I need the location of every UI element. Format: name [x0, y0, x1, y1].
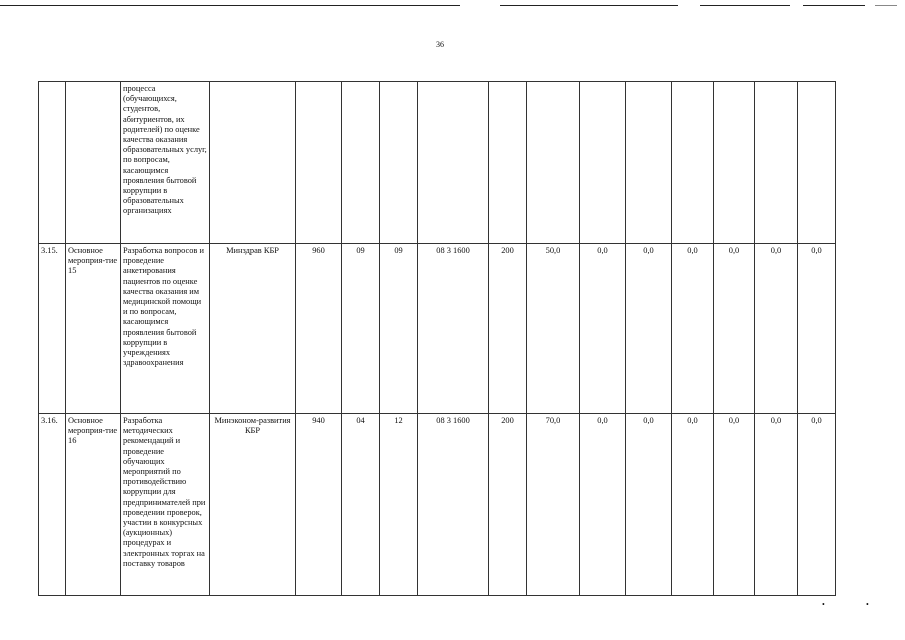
- cell-value-3: 0,0: [626, 244, 672, 414]
- cell-pr: 12: [380, 414, 418, 596]
- cell-csr: 08 3 1600: [418, 244, 489, 414]
- cell-executor: Минздрав КБР: [210, 244, 296, 414]
- cell-text: Разработка методических рекомендаций и проведение обучающих мероприятий по противодействию коррупции для предпринимателей при проведении проверок, участии в конкурсных (аукционных) процедурах и электронных торгах на поставку товаров: [121, 414, 210, 596]
- cell-value-1: 70,0: [527, 414, 580, 596]
- cell-value-5: 0,0: [714, 244, 755, 414]
- table-row-3-15: [39, 244, 836, 414]
- cell-value-4: 0,0: [672, 244, 714, 414]
- cell-vr: 200: [489, 244, 527, 414]
- cell-value-2: 0,0: [580, 244, 626, 414]
- footer-mark-1: •: [822, 600, 825, 609]
- cell-num: 3.16.: [39, 414, 66, 596]
- cell-value-3: 0,0: [626, 414, 672, 596]
- cell-grbs: 940: [296, 414, 342, 596]
- cell-value-2: 0,0: [580, 414, 626, 596]
- cell-text: процесса (обучающихся, студентов, абитуриентов, их родителей) по оценке качества оказания образовательных услуг, по вопросам, касающимся проявления бытовой коррупции в образовательных организациях: [121, 82, 210, 244]
- cell-num: [39, 82, 66, 244]
- cell-value-7: 0,0: [798, 414, 836, 596]
- cell-value-1: 50,0: [527, 244, 580, 414]
- cell-grbs: 960: [296, 244, 342, 414]
- top-rule-2: [500, 5, 678, 6]
- page-number: 36: [436, 40, 444, 49]
- cell-vr: 200: [489, 414, 527, 596]
- cell-pr: 09: [380, 244, 418, 414]
- top-rule-5: [875, 5, 897, 6]
- cell-csr: 08 3 1600: [418, 414, 489, 596]
- cell-value-4: 0,0: [672, 414, 714, 596]
- footer-mark-2: •: [866, 600, 869, 609]
- cell-value-7: 0,0: [798, 244, 836, 414]
- cell-type: Основное мероприя-тие 16: [66, 414, 121, 596]
- cell-rz: 09: [342, 244, 380, 414]
- cell-num: 3.15.: [39, 244, 66, 414]
- top-rule-1: [0, 5, 460, 6]
- cell-type: Основное мероприя-тие 15: [66, 244, 121, 414]
- cell-value-6: 0,0: [755, 244, 798, 414]
- cell-text: Разработка вопросов и проведение анкетирования пациентов по оценке качества оказания им медицинской помощи и по вопросам, касающимся проявления бытовой коррупции в учреждениях здравоохранения: [121, 244, 210, 414]
- budget-table: [38, 81, 836, 596]
- table-row-3-16: [39, 414, 836, 596]
- top-rule-3: [700, 5, 790, 6]
- table-row-continued: [39, 82, 836, 244]
- cell-value-6: 0,0: [755, 414, 798, 596]
- cell-executor: Минэконом-развития КБР: [210, 414, 296, 596]
- cell-type: [66, 82, 121, 244]
- cell-value-5: 0,0: [714, 414, 755, 596]
- top-rule-4: [803, 5, 865, 6]
- cell-rz: 04: [342, 414, 380, 596]
